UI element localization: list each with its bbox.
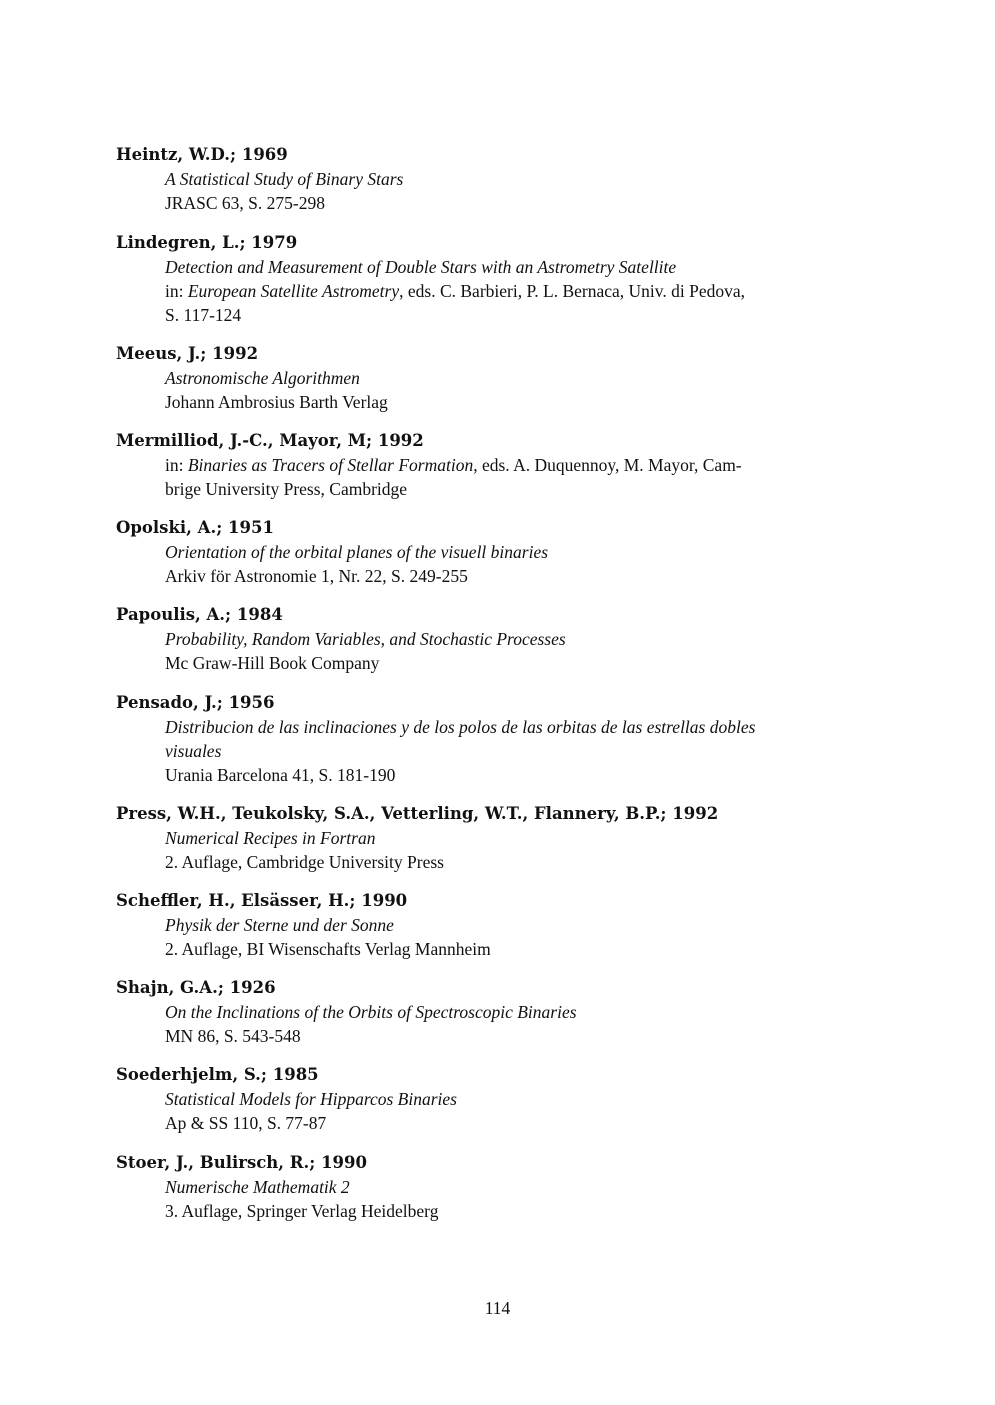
reference-source: 3. Auflage, Springer Verlag Heidelberg <box>165 1201 439 1221</box>
reference-entry <box>116 342 876 429</box>
reference-collection-title: European Satellite Astrometry <box>187 281 400 301</box>
reference-in-rest: , eds. C. Barbieri, P. L. Bernaca, Univ. di Pedova, <box>399 281 746 301</box>
reference-list <box>116 143 876 1239</box>
reference-author-year: Scheffler, H., Elsässer, H.; 1990 <box>116 891 408 910</box>
reference-entry <box>116 1151 876 1239</box>
reference-details <box>116 913 876 961</box>
reference-title: Numerische Mathematik 2 <box>165 1177 350 1197</box>
reference-details <box>116 167 876 215</box>
reference-author-year: Opolski, A.; 1951 <box>116 518 274 537</box>
reference-author-year: Heintz, W.D.; 1969 <box>116 145 288 164</box>
reference-entry <box>116 143 876 231</box>
reference-source: Ap & SS 110, S. 77-87 <box>165 1113 327 1133</box>
reference-title-line-1: Distribucion de las inclinaciones y de los polos de las orbitas de las estrellas dobles <box>165 717 756 737</box>
reference-source: Mc Graw-Hill Book Company <box>165 653 380 673</box>
reference-source: S. 117-124 <box>165 305 242 325</box>
reference-author-year: Press, W.H., Teukolsky, S.A., Vetterling, W.T., Flannery, B.P.; 1992 <box>116 804 719 823</box>
reference-entry <box>116 976 876 1063</box>
reference-collection-title: Binaries as Tracers of Stellar Formation <box>187 455 474 475</box>
reference-entry <box>116 429 876 516</box>
reference-entry <box>116 691 876 802</box>
reference-details <box>116 826 876 874</box>
reference-title: Detection and Measurement of Double Stars with an Astrometry Satellite <box>165 257 677 277</box>
reference-author-year: Meeus, J.; 1992 <box>116 344 259 363</box>
reference-author-year: Stoer, J., Bulirsch, R.; 1990 <box>116 1153 367 1172</box>
page-number: 114 <box>484 1298 511 1318</box>
reference-source: Arkiv för Astronomie 1, Nr. 22, S. 249-255 <box>165 566 468 586</box>
reference-entry <box>116 802 876 889</box>
reference-in-line <box>165 279 876 303</box>
reference-in-prefix: in: <box>165 455 188 475</box>
reference-author-year: Papoulis, A.; 1984 <box>116 605 283 624</box>
reference-details <box>116 1175 876 1223</box>
reference-title: A Statistical Study of Binary Stars <box>165 169 404 189</box>
reference-details <box>116 540 876 588</box>
reference-title: Physik der Sterne und der Sonne <box>165 915 394 935</box>
reference-source: JRASC 63, S. 275-298 <box>165 193 325 213</box>
reference-entry <box>116 516 876 603</box>
reference-source: MN 86, S. 543-548 <box>165 1026 301 1046</box>
reference-source: Johann Ambrosius Barth Verlag <box>165 392 388 412</box>
reference-details <box>116 715 876 787</box>
reference-details <box>116 1000 876 1048</box>
reference-author-year: Lindegren, L.; 1979 <box>116 233 298 252</box>
reference-source: 2. Auflage, Cambridge University Press <box>165 852 444 872</box>
reference-title: Orientation of the orbital planes of the visuell binaries <box>165 542 549 562</box>
reference-author-year: Pensado, J.; 1956 <box>116 693 275 712</box>
reference-title: On the Inclinations of the Orbits of Spectroscopic Binaries <box>165 1002 577 1022</box>
reference-source: 2. Auflage, BI Wisenschafts Verlag Mannheim <box>165 939 491 959</box>
reference-title: Statistical Models for Hipparcos Binaries <box>165 1089 457 1109</box>
reference-details <box>116 627 876 675</box>
reference-details <box>116 1087 876 1135</box>
reference-entry <box>116 889 876 976</box>
reference-title: Astronomische Algorithmen <box>165 368 360 388</box>
reference-entry <box>116 603 876 691</box>
reference-details <box>116 255 876 327</box>
reference-source: brige University Press, Cambridge <box>165 479 408 499</box>
reference-details <box>116 366 876 414</box>
reference-title-line-2: visuales <box>165 741 222 761</box>
reference-author-year: Mermilliod, J.-C., Mayor, M; 1992 <box>116 431 424 450</box>
reference-entry <box>116 1063 876 1151</box>
reference-in-prefix: in: <box>165 281 188 301</box>
reference-title: Probability, Random Variables, and Stochastic Processes <box>165 629 566 649</box>
reference-author-year: Shajn, G.A.; 1926 <box>116 978 276 997</box>
reference-title: Numerical Recipes in Fortran <box>165 828 376 848</box>
reference-source: Urania Barcelona 41, S. 181-190 <box>165 765 396 785</box>
reference-in-line <box>165 453 876 477</box>
reference-details <box>116 453 876 501</box>
reference-entry <box>116 231 876 342</box>
reference-author-year: Soederhjelm, S.; 1985 <box>116 1065 319 1084</box>
reference-in-rest: , eds. A. Duquennoy, M. Mayor, Cam- <box>473 455 742 475</box>
